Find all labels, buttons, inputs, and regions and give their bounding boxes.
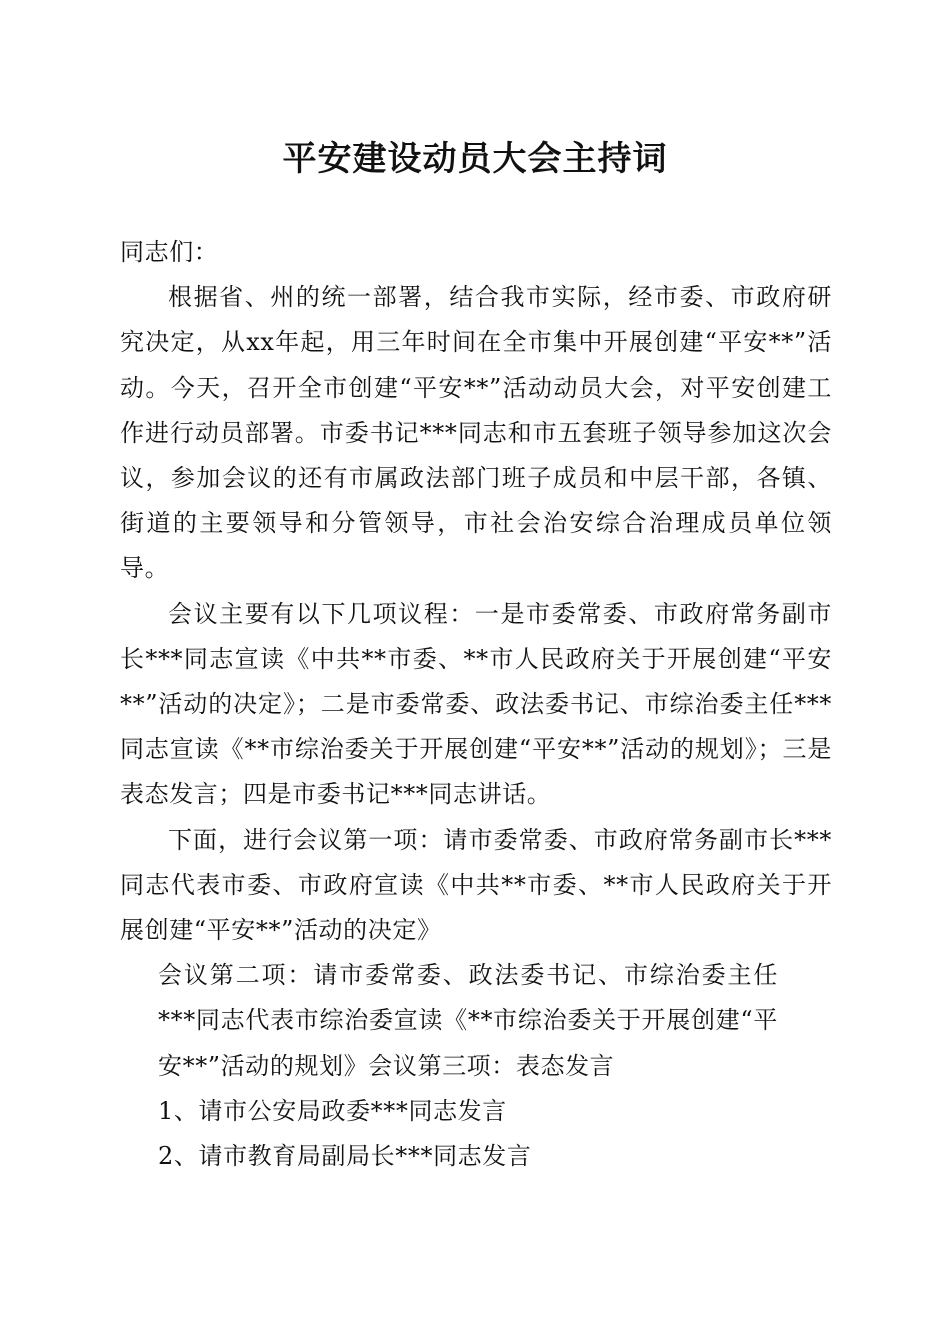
speaker-item: 2、请市教育局副局长***同志发言 xyxy=(158,1142,532,1171)
paragraph-item-two-three: 会议第二项：请市委常委、政法委书记、市综治委主任***同志代表市综治委宣读《**市综治委关于开展创建“平安**”活动的规划》会议第三项：表态发言 xyxy=(158,961,778,1080)
document-title: 平安建设动员大会主持词 xyxy=(282,139,668,179)
paragraph-background: 根据省、州的统一部署，结合我市实际，经市委、市政府研究决定，从xx年起，用三年时间在全市集中开展创建“平安**”活动。今天，召开全市创建“平安**”活动动员大会，对平安创建工作进行动员部署。市委书记***同志和市五套班子领导参加这次会议，参加会议的还有市属政法部门班子成员和中层干部，各镇、街道的主要领导和分管领导，市社会治安综合治理成员单位领导。 xyxy=(120,283,832,583)
document-body xyxy=(120,230,832,1179)
speaker-item: 1、请市公安局政委***同志发言 xyxy=(158,1096,507,1125)
paragraph-item-one: 下面，进行会议第一项：请市委常委、市政府常务副市长***同志代表市委、市政府宣读《中共**市委、**市人民政府关于开展创建“平安**”活动的决定》 xyxy=(120,825,832,945)
salutation: 同志们： xyxy=(120,238,219,266)
paragraph-agenda: 会议主要有以下几项议程：一是市委常委、市政府常务副市长***同志宣读《中共**市委、**市人民政府关于开展创建“平安**”活动的决定》；二是市委常委、政法委书记、市综治委主任***同志宣读《**市综治委关于开展创建“平安**”活动的规划》；三是表态发言；四是市委书记***同志讲话。 xyxy=(120,599,832,809)
